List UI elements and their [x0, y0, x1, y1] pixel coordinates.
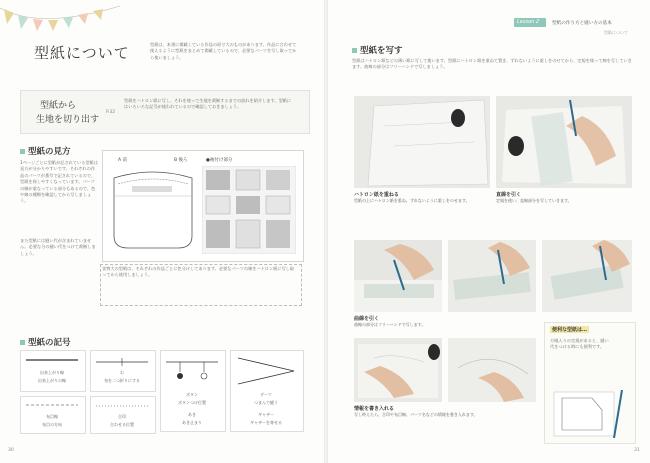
bullet-icon: [20, 149, 25, 154]
diagram-note: 実物大の型紙は、それぞれの作品ごとに色分けしてあります。必要なパーツの線をハトロン紙に写し取ってから使用しましょう。: [102, 266, 295, 278]
pattern-shape-bag: [108, 166, 198, 252]
tip-pattern-illustration: [552, 390, 630, 438]
symbol-name-8: ギャザー: [258, 412, 274, 417]
photo-step-2: [496, 96, 632, 188]
sub-heading-line1: 型紙から: [40, 101, 77, 111]
symbol-name-3: ボタン: [186, 392, 198, 397]
symbol-desc-2: 布を二つ折りにする: [104, 378, 140, 383]
symbol-grain-icon: [26, 402, 78, 408]
diagram-label-front: A 前: [118, 158, 128, 163]
page-title: 型紙について: [34, 44, 130, 62]
caption-step-3: [354, 316, 534, 328]
section1-text2: また型紙には縫い代が含まれていません。必要な分の縫い代をつけて裁断しましょう。: [20, 238, 96, 256]
section-heading-pattern-view: 型紙の見方: [20, 145, 71, 157]
caption-step-2: [496, 192, 632, 204]
symbol-desc-1: 出来上がりの線: [38, 378, 66, 383]
chapter-tab-label: Lesson 2: [517, 19, 540, 25]
photo-step-3b: [448, 240, 536, 312]
right-page-number: 31: [634, 448, 640, 453]
step4-text: 写し終えたら、合印や布目線、パーツ名などの情報を書き入れます。: [354, 412, 478, 417]
running-sub: 型紙について: [604, 30, 628, 35]
tip-title: 便利な型紙は…: [552, 327, 588, 333]
section-heading-symbols: 型紙の記号: [20, 336, 71, 348]
section-heading-trace: 型紙を写す: [352, 44, 403, 56]
trace-intro: 型紙はハトロン紙などの薄い紙に写して使います。型紙にハトロン紙を重ねて置き、ずれないように重しをのせてから、定規を使って線を写していきます。曲線の部分はフリーハンドで写しましょう。: [352, 58, 632, 70]
step1-text: 型紙の上にハトロン紙を重ね、ずれないように重しをのせます。: [354, 198, 470, 203]
left-page: [0, 0, 324, 463]
symbol-desc-8: ギャザーを寄せる: [250, 420, 282, 425]
photo-step-3a: [354, 240, 442, 312]
sub-heading-text: 型紙をハトロン紙に写し、それを使って生地を裁断するまでの流れを紹介します。型紙にはいろいろな記号が使われているので確認しておきましょう。: [124, 98, 292, 110]
bunting-decoration: [0, 0, 120, 42]
symbol-name-1: 出来上がり線: [40, 370, 64, 375]
symbol-dart-icon: [236, 356, 296, 386]
diagram-note-frame: [100, 264, 302, 306]
symbol-desc-5: 布目の方向: [42, 422, 62, 427]
intro-text: 型紙は、本書に掲載している作品の原寸大のものがあります。作品に合わせて使えるように型紙をまとめて掲載しているので、必要なパーツを写し取ってから使いましょう。: [150, 42, 297, 60]
step3-title: 曲線を引く: [354, 316, 380, 322]
symbol-name-2: わ: [120, 370, 124, 375]
right-page: [328, 0, 650, 463]
photo-step-3c: [542, 240, 632, 312]
running-title: 型紙の作り方と縫い方の基本: [552, 21, 612, 26]
step2-title: 直線を引く: [496, 192, 522, 198]
caption-step-1: [354, 192, 490, 204]
caption-step-4: [354, 406, 544, 418]
bullet-icon: [20, 340, 25, 345]
symbol-solid-line-icon: [26, 358, 78, 362]
diagram-label-back: B 後ろ: [174, 158, 188, 163]
symbol-notch-icon: [96, 402, 148, 410]
left-page-number: 30: [8, 448, 14, 453]
symbol-button-icon: [166, 358, 218, 386]
photo-step-4b: [448, 338, 536, 402]
symbol-name-5: 布目線: [46, 414, 58, 419]
section1-text: 1ページごとに型紙が記されている型紙は見方が分かりやすいです。それぞれの作品のパーツが番号で記されているので、型紙を探しやすくなっています。パーツの線が重なっている部分もあるので、色や線の種類を確認してから写しましょう。: [20, 160, 98, 204]
step1-title: ハトロン紙を重ねる: [354, 192, 399, 198]
symbol-name-7: あき: [188, 412, 196, 417]
photo-step-1: [354, 96, 490, 188]
tip-text: 方眼入りの定規があると、縫い代をつける時にも便利です。: [550, 338, 609, 350]
pattern-grid-thumbnails: [202, 166, 296, 254]
diagram-label-sleeve: ●袖付け部分: [206, 158, 233, 163]
sub-heading-line2: 生地を切り出す: [36, 115, 100, 125]
symbol-name-6: 合印: [118, 414, 126, 419]
symbol-desc-6: 合わせる位置: [110, 422, 134, 427]
symbol-desc-4: つまんで縫う: [254, 400, 278, 405]
step3-text: 曲線の部分はフリーハンドで写します。: [354, 322, 426, 327]
step2-text: 定規を使い、直線部分を写していきます。: [496, 198, 572, 203]
symbol-fold-icon: [96, 358, 148, 366]
symbol-name-4: ダーツ: [260, 392, 272, 397]
step4-title: 情報を書き入れる: [354, 406, 395, 412]
photo-step-4a: [354, 338, 442, 402]
bullet-icon: [352, 48, 357, 53]
sub-heading-ref: P.32: [106, 110, 116, 115]
symbol-desc-7: あき止まり: [182, 420, 202, 425]
symbol-desc-3: ボタンつけ位置: [178, 400, 206, 405]
